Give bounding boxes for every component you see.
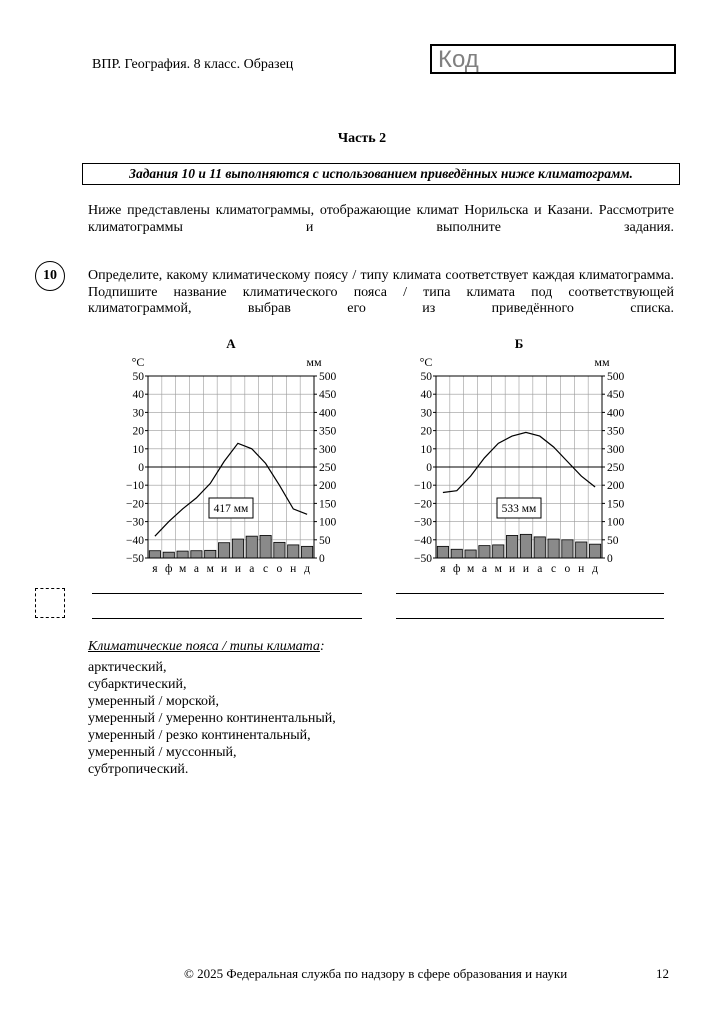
y2-tick-label: 0 [607, 553, 613, 565]
y2-tick-label: 250 [319, 462, 337, 474]
y-tick-label: −30 [126, 516, 144, 529]
y2-tick-label: 300 [607, 443, 625, 456]
y2-tick-label: 200 [607, 480, 625, 493]
list-item: арктический, [88, 660, 167, 675]
month-label: а [537, 563, 543, 575]
y2-tick-label: 450 [607, 389, 625, 402]
month-label: д [592, 563, 599, 575]
precip-bar [232, 539, 243, 558]
score-box [35, 588, 65, 618]
list-item: субтропический. [88, 762, 189, 777]
y2-tick-label: 50 [319, 534, 331, 547]
y-tick-label: −10 [126, 480, 144, 493]
y2-tick-label: 150 [319, 498, 337, 511]
y-tick-label: 30 [132, 407, 144, 420]
precip-bar [562, 540, 573, 558]
answer-line-b-1[interactable] [396, 593, 664, 594]
y-tick-label: 50 [132, 371, 144, 383]
y2-tick-label: 400 [607, 407, 625, 420]
intro-paragraph: Ниже представлены климатограммы, отображающие климат Норильска и Казани. Рассмотрите климатограммы и выполните задания. [88, 203, 674, 235]
list-item: умеренный / резко континентальный, [88, 728, 311, 743]
month-label: и [234, 563, 241, 575]
precip-bar [493, 545, 504, 558]
list-item: умеренный / муссонный, [88, 745, 237, 760]
precip-bar [479, 546, 490, 558]
code-field[interactable]: Код [430, 44, 676, 74]
precip-bar [163, 552, 174, 558]
month-label: ф [165, 563, 173, 575]
y-tick-label: 20 [132, 425, 144, 438]
task-note: Задания 10 и 11 выполняются с использованием приведённых ниже климатограмм. [82, 163, 680, 185]
y2-tick-label: 100 [319, 516, 337, 529]
precip-bar [246, 536, 257, 558]
precip-bar [288, 545, 299, 558]
header-title: ВПР. География. 8 класс. Образец [92, 57, 294, 72]
month-label: о [276, 563, 283, 575]
y-tick-label: 50 [420, 371, 432, 383]
precip-bar [260, 535, 271, 558]
y-tick-label: −10 [414, 480, 432, 493]
precip-bar [437, 546, 448, 558]
question-text: Определите, какому климатическому поясу / типу климата соответствует каждая климатограмма. Подпишите название климатического пояса / типа климата под соответствующей климатограммой, выбрав его из приведённого списка. [88, 268, 674, 316]
month-label: и [509, 563, 516, 575]
precip-bar [274, 542, 285, 558]
month-label: н [578, 563, 585, 575]
y-tick-label: 10 [420, 443, 432, 456]
chart-title: А [226, 336, 236, 351]
list-heading: Климатические пояса / типы климата: [88, 639, 325, 654]
y2-axis-label: мм [306, 355, 322, 369]
list-item: умеренный / умеренно континентальный, [88, 711, 336, 726]
y2-tick-label: 400 [319, 407, 337, 420]
y2-tick-label: 350 [319, 425, 337, 438]
list-item: субарктический, [88, 677, 187, 692]
y2-tick-label: 200 [319, 480, 337, 493]
y2-tick-label: 150 [607, 498, 625, 511]
month-label: м [466, 563, 475, 575]
month-label: и [522, 563, 529, 575]
precip-bar [465, 550, 476, 558]
footer-copyright: © 2025 Федеральная служба по надзору в сфере образования и науки [184, 966, 568, 981]
precip-bar [576, 542, 587, 558]
y2-tick-label: 250 [607, 462, 625, 474]
y2-tick-label: 500 [319, 371, 337, 383]
month-label: я [152, 563, 158, 575]
month-label: м [178, 563, 187, 575]
answer-line-a-1[interactable] [92, 593, 362, 594]
precip-bar [191, 551, 202, 558]
month-label: м [206, 563, 214, 575]
answer-line-b-2[interactable] [396, 618, 664, 619]
y-tick-label: −20 [126, 498, 144, 511]
month-label: и [221, 563, 228, 575]
y-tick-label: 10 [132, 443, 144, 456]
month-label: а [193, 563, 199, 575]
y2-tick-label: 500 [607, 371, 625, 383]
month-label: о [564, 563, 571, 575]
month-label: а [481, 563, 487, 575]
precip-bar [218, 543, 229, 558]
y-tick-label: −30 [414, 516, 432, 529]
y-tick-label: 0 [138, 462, 144, 474]
y2-tick-label: 0 [319, 553, 325, 565]
precip-bar [548, 539, 559, 558]
precip-bar [177, 551, 188, 558]
precip-bar [534, 537, 545, 558]
y2-tick-label: 300 [319, 443, 337, 456]
page-number: 12 [656, 966, 669, 981]
climate-list [88, 659, 336, 778]
precip-bar [451, 549, 462, 558]
y2-tick-label: 350 [607, 425, 625, 438]
precip-bar [149, 551, 160, 558]
annual-precip-label: 533 мм [501, 503, 537, 515]
y-tick-label: 30 [420, 407, 432, 420]
answer-line-a-2[interactable] [92, 618, 362, 619]
y-tick-label: −20 [414, 498, 432, 511]
y2-tick-label: 100 [607, 516, 625, 529]
y-tick-label: −40 [126, 534, 144, 547]
y-axis-label: °С [419, 355, 433, 369]
precip-bar [506, 535, 517, 558]
annual-precip-label: 417 мм [213, 503, 249, 515]
y-tick-label: 40 [420, 389, 432, 402]
y-tick-label: 40 [132, 389, 144, 402]
y-tick-label: −50 [126, 553, 144, 565]
month-label: ф [453, 563, 461, 575]
precip-bar [205, 550, 216, 558]
chart-title: Б [514, 336, 524, 351]
precip-bar [589, 544, 600, 558]
y-axis-label: °С [131, 355, 145, 369]
month-label: я [440, 563, 446, 575]
part-title: Часть 2 [337, 131, 387, 146]
question-number: 10 [35, 261, 65, 291]
y-tick-label: 0 [426, 462, 432, 474]
month-label: д [304, 563, 311, 575]
y-tick-label: 20 [420, 425, 432, 438]
y-tick-label: −40 [414, 534, 432, 547]
month-label: с [263, 563, 269, 575]
month-label: с [551, 563, 557, 575]
y-tick-label: −50 [414, 553, 432, 565]
climatogram-a [110, 336, 337, 581]
month-label: а [249, 563, 255, 575]
month-label: м [494, 563, 502, 575]
y2-tick-label: 50 [607, 534, 619, 547]
precip-bar [301, 546, 312, 558]
climatogram-b [398, 336, 625, 581]
precip-bar [520, 534, 531, 558]
month-label: н [290, 563, 297, 575]
y2-tick-label: 450 [319, 389, 337, 402]
list-item: умеренный / морской, [88, 694, 220, 709]
y2-axis-label: мм [594, 355, 610, 369]
